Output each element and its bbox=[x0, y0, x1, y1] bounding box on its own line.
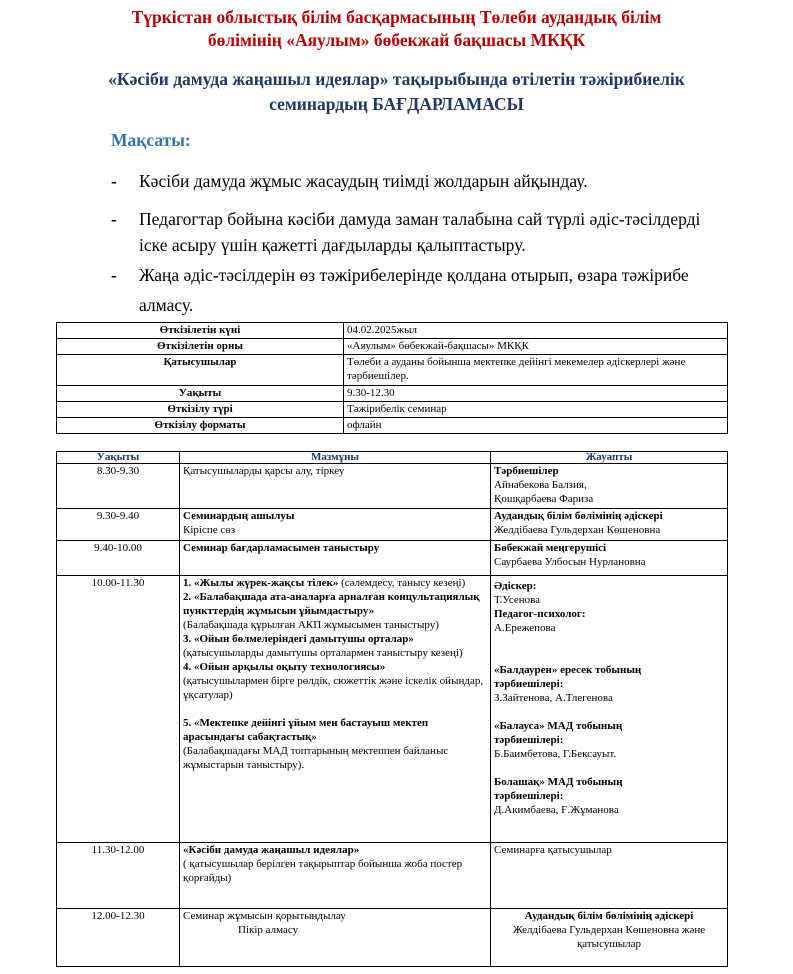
col-header-time: Уақыты bbox=[57, 452, 180, 464]
info-row-format: Өткізілу форматы офлайн bbox=[57, 418, 728, 434]
info-row-type: Өткізілу түрі Тәжірибелік семинар bbox=[57, 402, 728, 418]
schedule-row: 8.30-9.30 Қатысушыларды қарсы алу, тіркеу Тәрбиешілер Айнабекова Балзия, Қошқарбаева Фариза bbox=[57, 464, 728, 509]
goal-item: - Жаңа әдіс-тәсілдерін өз тәжірибелерінде қолдана отырып, өзара тәжірибе алмасу. bbox=[111, 260, 731, 320]
bullet-dash: - bbox=[111, 209, 117, 229]
schedule-row: 9.30-9.40 Семинардың ашылуы Кіріспе сөз Аудандық білім бөлімінің әдіскері Желдібаева Гульдерхан Көшеновна bbox=[57, 509, 728, 541]
bullet-dash: - bbox=[111, 265, 117, 285]
info-row-time: Уақыты 9.30-12.30 bbox=[57, 386, 728, 402]
org-header-line1: Түркістан облыстық білім басқармасының Төлеби аудандық білім bbox=[131, 7, 662, 27]
schedule-row: 11.30-12.00 «Кәсіби дамуда жаңашыл идеялар» ( қатысушылар берілген тақырыптар бойынша жоба постер қорғайды) Семинарға қатысушылар bbox=[57, 843, 728, 909]
goals-title: Мақсаты: bbox=[111, 130, 191, 150]
program-title-line2: семинардың БАҒДАРЛАМАСЫ bbox=[269, 94, 524, 114]
info-row-venue: Өткізілетін орны «Аяулым» бөбекжай-бақшасы» МКҚК bbox=[57, 339, 728, 355]
col-header-content: Мазмұны bbox=[180, 452, 491, 464]
schedule-table bbox=[56, 451, 728, 967]
bullet-dash: - bbox=[111, 171, 117, 191]
schedule-header-row bbox=[57, 452, 728, 464]
goal-item: - Кәсіби дамуда жұмыс жасаудың тиімді жолдарын айқындау. bbox=[111, 168, 731, 194]
info-row-date: Өткізілетін күні 04.02.2025жыл bbox=[57, 323, 728, 339]
goals-list bbox=[111, 168, 731, 320]
info-row-participants: Қатысушылар Төлеби а ауданы бойынша мектепке дейінгі мекемелер әдіскерлері және тәрбиешілер. bbox=[57, 355, 728, 386]
program-title-line1: «Кәсіби дамуда жаңашыл идеялар» тақырыбында өтілетін тәжірибиелік bbox=[108, 69, 685, 89]
schedule-row: 10.00-11.30 1. «Жылы жүрек-жақсы тілек» (сәлемдесу, танысу кезеңі) 2. «Балабақшада ата-аналарға арналған концультациялық пункттердің жұмысын ұйымдастыру» (Балабақшада құрылған АКП жұмысымен таныстыру) 3. «Ойын бөлмелеріндегі дамытушы орталар» (қатысушыларды дамытушы орталармен таныстыру кезеңі) 4. «Ойын арқылы оқыту технологиясы» (қатысушылармен бірге рөлдік, сюжеттік және іскелік ойындар, ұқсатулар) 5. «Мектепке дейінгі ұйым мен бастауыш мектеп арасындағы сабақтастық» (Балабақшадағы МАД топтарының мектеппен байланыс жұмыстарын таныстыру). Әдіскер: Т.Усенова Педагог-психолог: А.Ережепова «Балдаурен» ересек тобының тәрбиешілері: З.Зайтенова, А.Тлегенова «Балауса» МАД тобының тәрбиешілері: Б.Баимбетова, Г.Бексауыт. Болашақ» МАД тобының тәрбиешілері: Д.Акимбаева, Ғ.Жұманова bbox=[57, 576, 728, 843]
schedule-row: 9.40-10.00 Семинар бағдарламасымен таныстыру Бөбекжай меңгерушісі Саурбаева Улбосын Нурлановна bbox=[57, 541, 728, 576]
event-info-table bbox=[56, 322, 728, 434]
org-header-line2: бөлімінің «Аяулым» бөбекжай бақшасы МКҚК bbox=[207, 30, 586, 50]
goal-item: - Педагогтар бойына кәсіби дамуда заман талабына сай түрлі әдіс-тәсілдерді іске асыру үшін қажетті дағдыларды қалыптастыру. bbox=[111, 206, 731, 258]
schedule-row: 12.00-12.30 Семинар жұмысын қорытындылау Пікір алмасу Аудандық білім бөлімінің әдіскері Желдібаева Гульдерхан Көшеновна және қатысушылар bbox=[57, 909, 728, 967]
col-header-responsible: Жауапты bbox=[491, 452, 728, 464]
